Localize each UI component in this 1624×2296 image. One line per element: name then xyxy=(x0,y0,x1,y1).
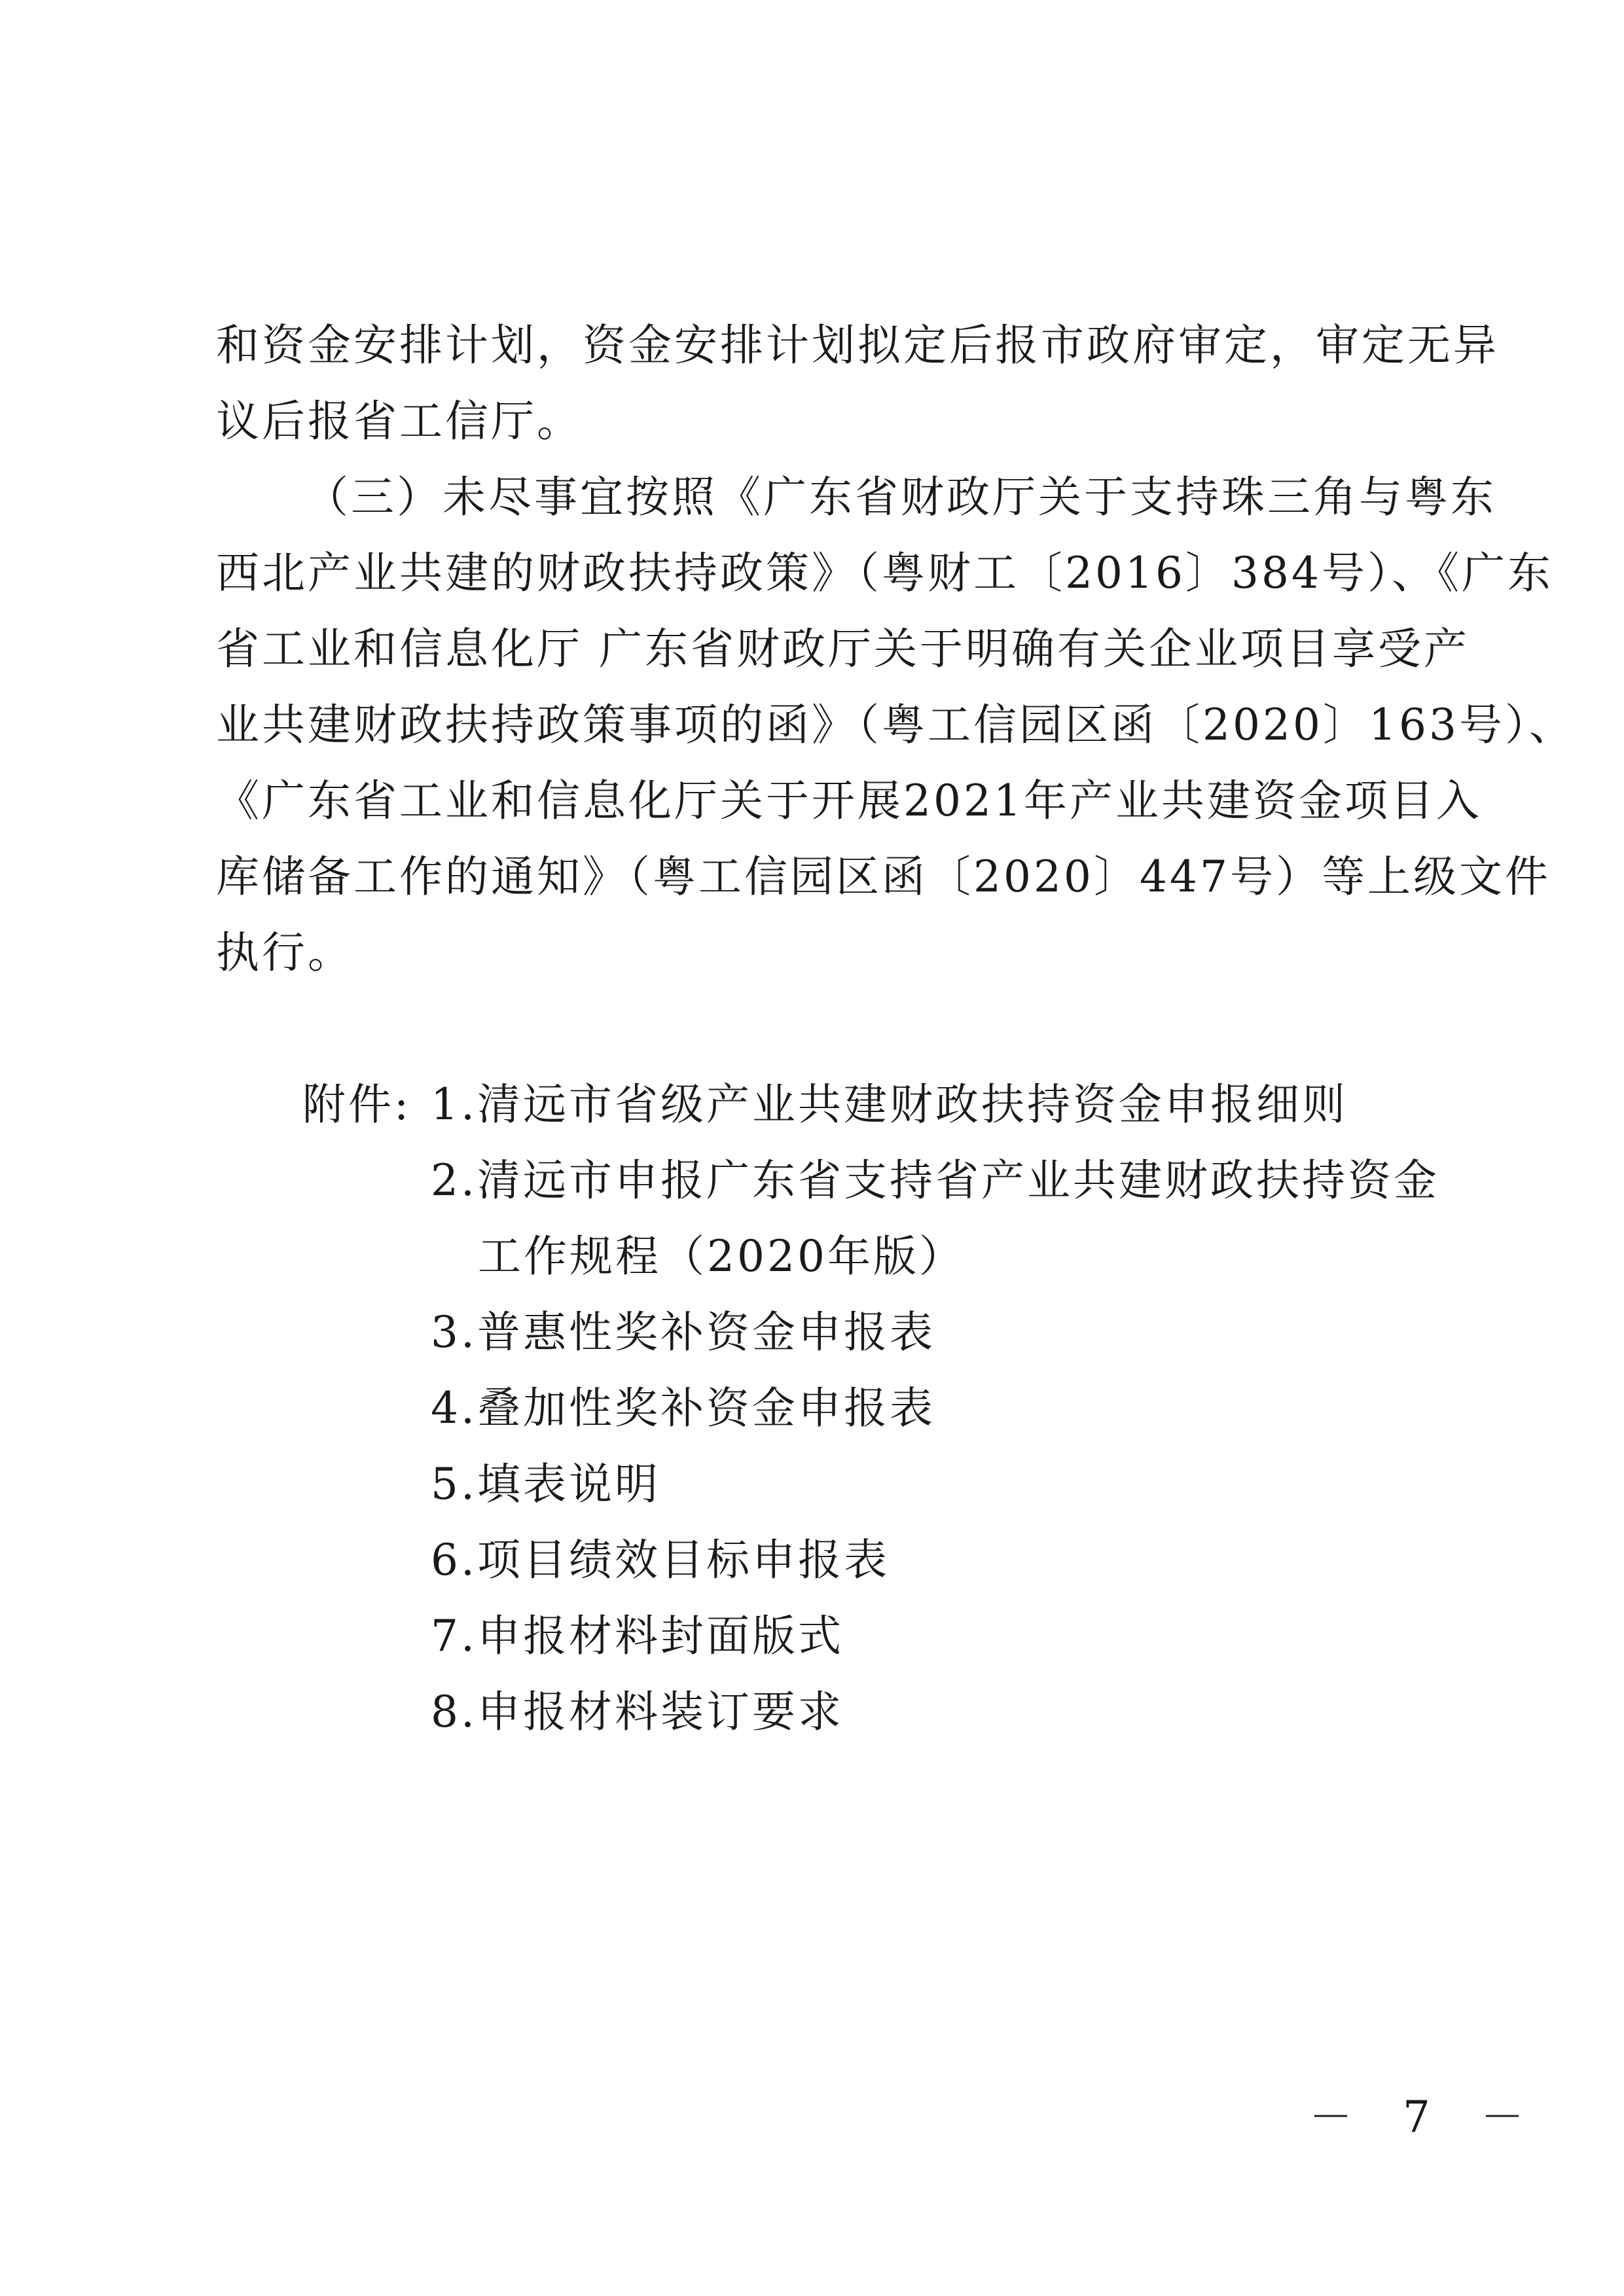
paragraph-2-line-4: 业共建财政扶持政策事项的函》（粤工信园区函〔2020〕163号）、 xyxy=(216,700,1575,750)
paragraph-2-line-5: 《广东省工业和信息化厅关于开展2021年产业共建资金项目入 xyxy=(216,776,1482,826)
paragraph-2-line-2: 西北产业共建的财政扶持政策》（粤财工〔2016〕384号）、《广东 xyxy=(216,548,1553,598)
paragraph-2-line-1: （三）未尽事宜按照《广东省财政厅关于支持珠三角与粤东 xyxy=(305,472,1496,522)
page-number: － 7 － xyxy=(1309,2092,1542,2142)
paragraph-2-line-3: 省工业和信息化厅 广东省财政厅关于明确有关企业项目享受产 xyxy=(216,624,1470,674)
attachment-item-4: 4.叠加性奖补资金申报表 xyxy=(431,1383,935,1433)
attachment-item-1: 1.清远市省级产业共建财政扶持资金申报细则 xyxy=(431,1079,1348,1130)
attachment-item-8: 8.申报材料装订要求 xyxy=(431,1687,844,1737)
paragraph-1-line-1: 和资金安排计划，资金安排计划拟定后报市政府审定，审定无异 xyxy=(216,320,1499,370)
paragraph-2-line-6: 库储备工作的通知》（粤工信园区函〔2020〕447号）等上级文件 xyxy=(216,852,1551,902)
attachment-item-2-continued: 工作规程（2020年版） xyxy=(478,1231,965,1282)
attachment-item-3: 3.普惠性奖补资金申报表 xyxy=(431,1307,935,1357)
paragraph-2-line-7: 执行。 xyxy=(216,927,353,978)
attachments-label: 附件: xyxy=(302,1079,412,1130)
attachment-item-7: 7.申报材料封面版式 xyxy=(431,1611,844,1661)
attachment-item-2: 2.清远市申报广东省支持省产业共建财政扶持资金 xyxy=(431,1155,1439,1206)
attachment-item-5: 5.填表说明 xyxy=(431,1459,660,1509)
paragraph-1-line-2: 议后报省工信厅。 xyxy=(216,396,583,446)
attachment-item-6: 6.项目绩效目标申报表 xyxy=(431,1535,890,1585)
